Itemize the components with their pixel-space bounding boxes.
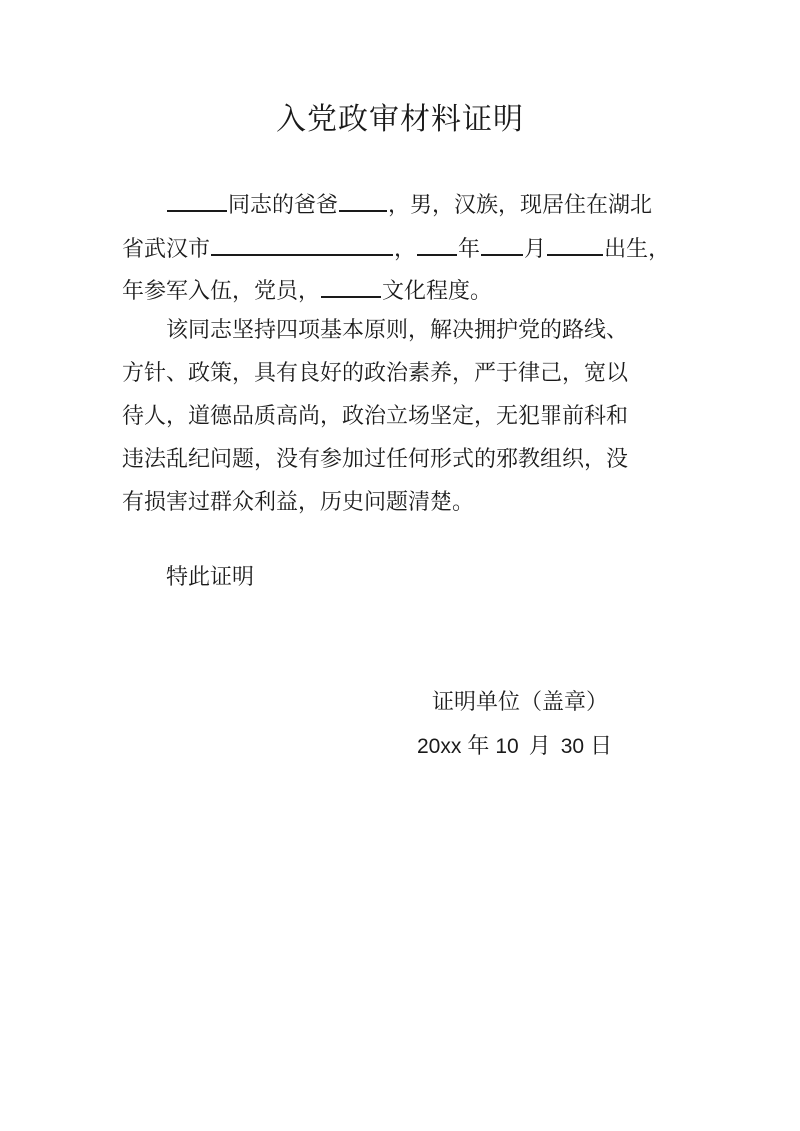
- blank-education-level[interactable]: [321, 272, 381, 298]
- paragraph2-line5: 有损害过群众利益，历史问题清楚。: [122, 490, 475, 515]
- blank-birth-day[interactable]: [547, 230, 603, 256]
- text-gender-residence: ，男，汉族，现居住在湖北: [388, 193, 653, 218]
- text-comma: ，: [394, 237, 417, 262]
- date-year: 20xx: [417, 735, 462, 758]
- date-year-char: 年: [467, 734, 490, 759]
- blank-address[interactable]: [211, 230, 393, 256]
- closing-statement: 特此证明: [166, 565, 255, 590]
- date-month-char: 月: [528, 734, 551, 759]
- paragraph1-line1: [166, 186, 652, 221]
- paragraph2-line3: 待人，道德品质高尚，政治立场坚定，无犯罪前科和: [122, 404, 629, 429]
- document-title: 入党政审材料证明: [276, 102, 524, 137]
- text-education: 文化程度。: [382, 279, 493, 304]
- paragraph1-line2: [122, 230, 670, 265]
- text-enlisted-member: 年参军入伍，党员，: [122, 279, 321, 304]
- text-comrade-father: 同志的爸爸: [228, 193, 339, 218]
- paragraph2-line1: 该同志坚持四项基本原则，解决拥护党的路线、: [166, 318, 629, 343]
- paragraph2-line4: 违法乱纪问题，没有参加过任何形式的邪教组织，没: [122, 447, 629, 472]
- text-month: 月: [524, 237, 547, 262]
- text-year: 年: [458, 237, 481, 262]
- blank-birth-year[interactable]: [417, 230, 457, 256]
- paragraph2-line2: 方针、政策，具有良好的政治素养，严于律己，宽以: [122, 361, 629, 386]
- blank-comrade-name[interactable]: [167, 186, 227, 212]
- blank-father-name[interactable]: [339, 186, 387, 212]
- blank-birth-month[interactable]: [481, 230, 523, 256]
- signature-date: [417, 732, 612, 762]
- text-born: 出生，: [604, 237, 671, 262]
- certifying-unit-stamp: 证明单位（盖章）: [432, 690, 609, 715]
- text-city: 省武汉市: [122, 237, 211, 262]
- date-day-char: 日: [590, 734, 613, 759]
- date-day: 30: [560, 735, 585, 758]
- date-month: 10: [495, 735, 519, 758]
- paragraph1-line3: [122, 272, 492, 307]
